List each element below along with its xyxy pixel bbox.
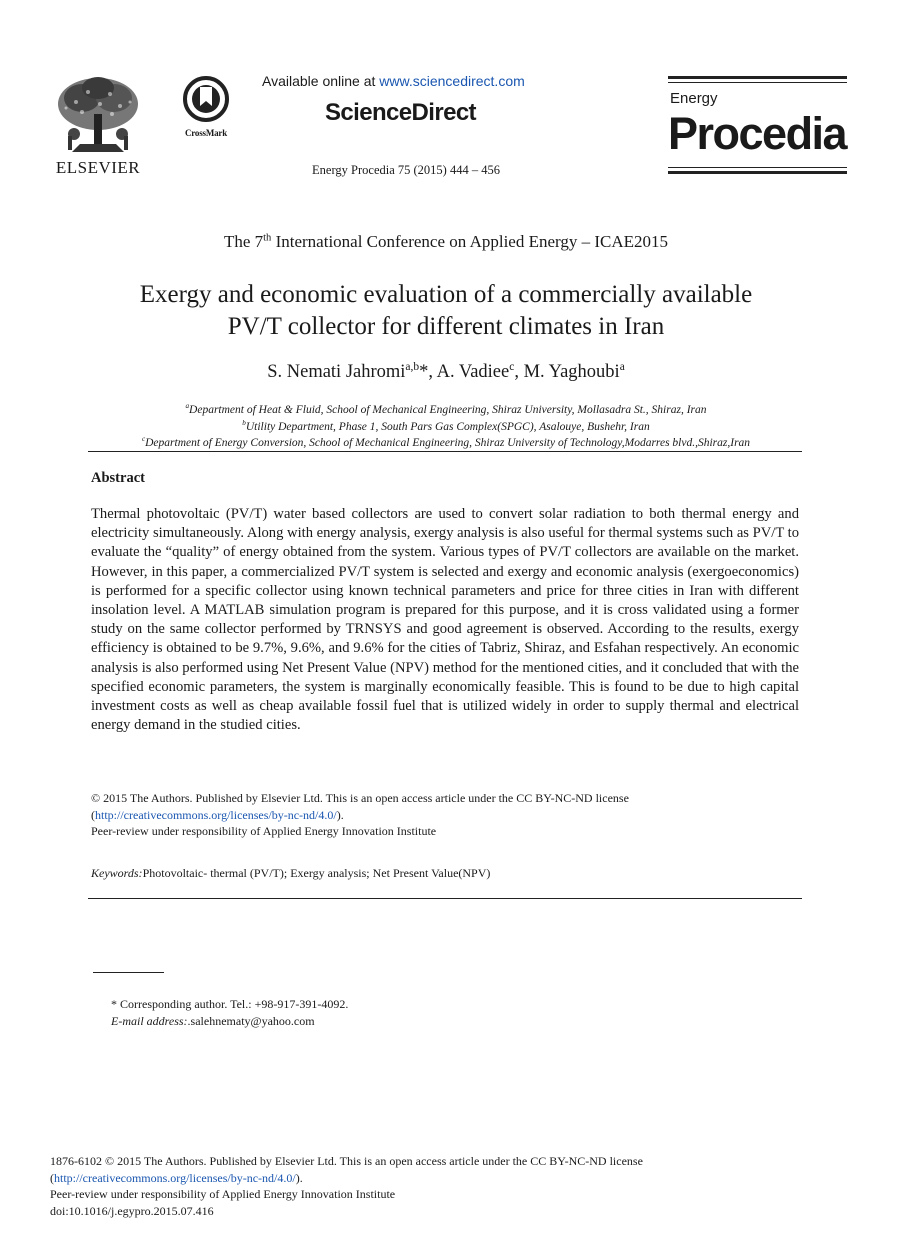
energy-procedia-logo (668, 76, 847, 174)
journal-reference: Energy Procedia 75 (2015) 444 – 456 (312, 163, 500, 177)
logo-rule-bottom (668, 171, 847, 174)
logo-rule-bottom-thin (668, 167, 847, 168)
keywords-label: Keywords: (91, 866, 143, 880)
bottom-peer-review: Peer-review under responsibility of Applied Energy Innovation Institute (50, 1187, 396, 1201)
available-online (262, 73, 525, 89)
paren-close: ). (336, 807, 344, 822)
paren-close: ). (295, 1170, 303, 1185)
peer-review-line: Peer-review under responsibility of Applied Energy Innovation Institute (91, 824, 437, 838)
license-line: © 2015 The Authors. Published by Elsevier Ltd. This is an open access article under the CC BY-NC-ND license (91, 791, 629, 805)
email-value: .salehnematy@yahoo.com (187, 1013, 315, 1028)
conference-sup: th (263, 232, 272, 244)
bottom-license-url-link[interactable]: http://creativecommons.org/licenses/by-nc-nd/4.0/ (54, 1170, 296, 1185)
keywords-divider (88, 898, 802, 899)
affiliation-sup: a (185, 402, 190, 411)
affiliation-sup: c (141, 435, 146, 444)
crossmark-logo[interactable] (176, 76, 236, 138)
crossmark-label: CrossMark (184, 128, 228, 138)
sciencedirect-logo: ScienceDirect (325, 99, 476, 126)
paren-open: ( (50, 1170, 54, 1185)
paper-title (40, 279, 852, 343)
corresponding-author: * Corresponding author. Tel.: +98-917-391-4092. (111, 997, 349, 1011)
sciencedirect-link[interactable]: www.sciencedirect.com (379, 73, 525, 89)
crossmark-icon (183, 76, 229, 122)
author-affiliation-sup: c (509, 360, 515, 373)
footnote-rule (93, 972, 164, 973)
author-name: S. Nemati Jahromi (267, 362, 406, 382)
author-name: A. Vadiee (436, 362, 510, 382)
bottom-url-line (50, 1170, 850, 1187)
journal-top-word: Energy (670, 90, 718, 107)
title-line-1: Exergy and economic evaluation of a commercially available (139, 281, 753, 308)
keywords (91, 866, 811, 881)
issn-line: 1876-6102 © 2015 The Authors. Published by Elsevier Ltd. This is an open access article under the CC BY-NC-ND license (50, 1154, 643, 1168)
license-url-line (91, 807, 811, 824)
email-line (111, 1013, 348, 1030)
author-affiliation-sup: a,b (405, 360, 420, 373)
keywords-text: Photovoltaic- thermal (PV/T); Exergy analysis; Net Present Value(NPV) (142, 866, 491, 880)
logo-rule-top-thin (668, 82, 847, 83)
footnote (111, 996, 348, 1029)
logo-rule-top (668, 76, 847, 79)
affiliation-text: Utility Department, Phase 1, South Pars Gas Complex(SPGC), Asalouye, Bushehr, Iran (245, 420, 650, 433)
conference-prefix: The 7 (223, 232, 264, 251)
publisher-name: ELSEVIER (55, 158, 141, 177)
bottom-license (50, 1153, 850, 1219)
affiliation-line (40, 419, 852, 436)
abstract-body: Thermal photovoltaic (PV/T) water based collectors are used to convert solar radiation to both thermal energy and electricity simultaneously. Along with energy analysis, exergy analysis is also useful for thermal systems such as PV/T to evaluate the “quality” of energy obtained from the system. Various types of PV/T collectors are available on the market. However, in this paper, a commercialized PV/T system is selected and exergy and economic analysis (exergoeconomics) is performed for a specific collector using known technical parameters and price for three cities in Iran with different insolation level. A MATLAB simulation program is prepared for this purpose, and it is cross validated using a former study on the same collector performed by TRNSYS and good agreement is observed. According to the results, exergy efficiency is obtained to be 9.7%, 9.6%, and 9.6% for the cities of Tabriz, Shiraz, and Esfahan respectively. An economic analysis is also performed using Net Present Value (NPV) method for the mentioned cities, and it concluded that with the specified economic parameters, the system is marginally economically feasible. This is found to be due to high capital investment costs as well as cheap available fossil fuel that is utilized widely in order to supply thermal and electrical energy demand in the studied cities. (91, 506, 799, 734)
available-prefix: Available online at (262, 73, 380, 89)
conference-rest: International Conference on Applied Energy – ICAE2015 (271, 232, 669, 251)
conference-name (40, 232, 852, 252)
doi: doi:10.1016/j.egypro.2015.07.416 (50, 1203, 214, 1218)
author-name: M. Yaghoubi (523, 362, 620, 382)
journal-bottom-word: Procedia (668, 108, 847, 159)
affiliation-line (40, 435, 852, 452)
title-line-2: PV/T collector for different climates in Iran (227, 313, 665, 340)
corresponding-mark: * (419, 362, 429, 382)
author-affiliation-sup: a (619, 360, 625, 373)
affiliation-list (40, 402, 852, 452)
email-label: E-mail address: (111, 1013, 188, 1028)
affiliation-line (40, 402, 852, 419)
affiliation-text: Department of Energy Conversion, School of Mechanical Engineering, Shiraz University of Technology,Modarres blvd.,Shiraz,Iran (145, 437, 751, 449)
affiliation-text: Department of Heat & Fluid, School of Mechanical Engineering, Shiraz University, Mollasadra St., Shiraz, Iran (189, 404, 707, 416)
affiliation-sup: b (242, 418, 246, 427)
license-notice (91, 790, 811, 840)
author-list: S. Nemati Jahromi$^{a,b}$*, A. Vadiee$^c$, M. Yaghoubi$^a$ (267, 360, 625, 382)
abstract-heading: Abstract (91, 470, 145, 486)
license-url-link[interactable]: http://creativecommons.org/licenses/by-nc-nd/4.0/ (95, 807, 337, 822)
affiliation-divider (88, 451, 802, 452)
elsevier-tree-icon (52, 74, 144, 156)
paren-open: ( (91, 807, 95, 822)
